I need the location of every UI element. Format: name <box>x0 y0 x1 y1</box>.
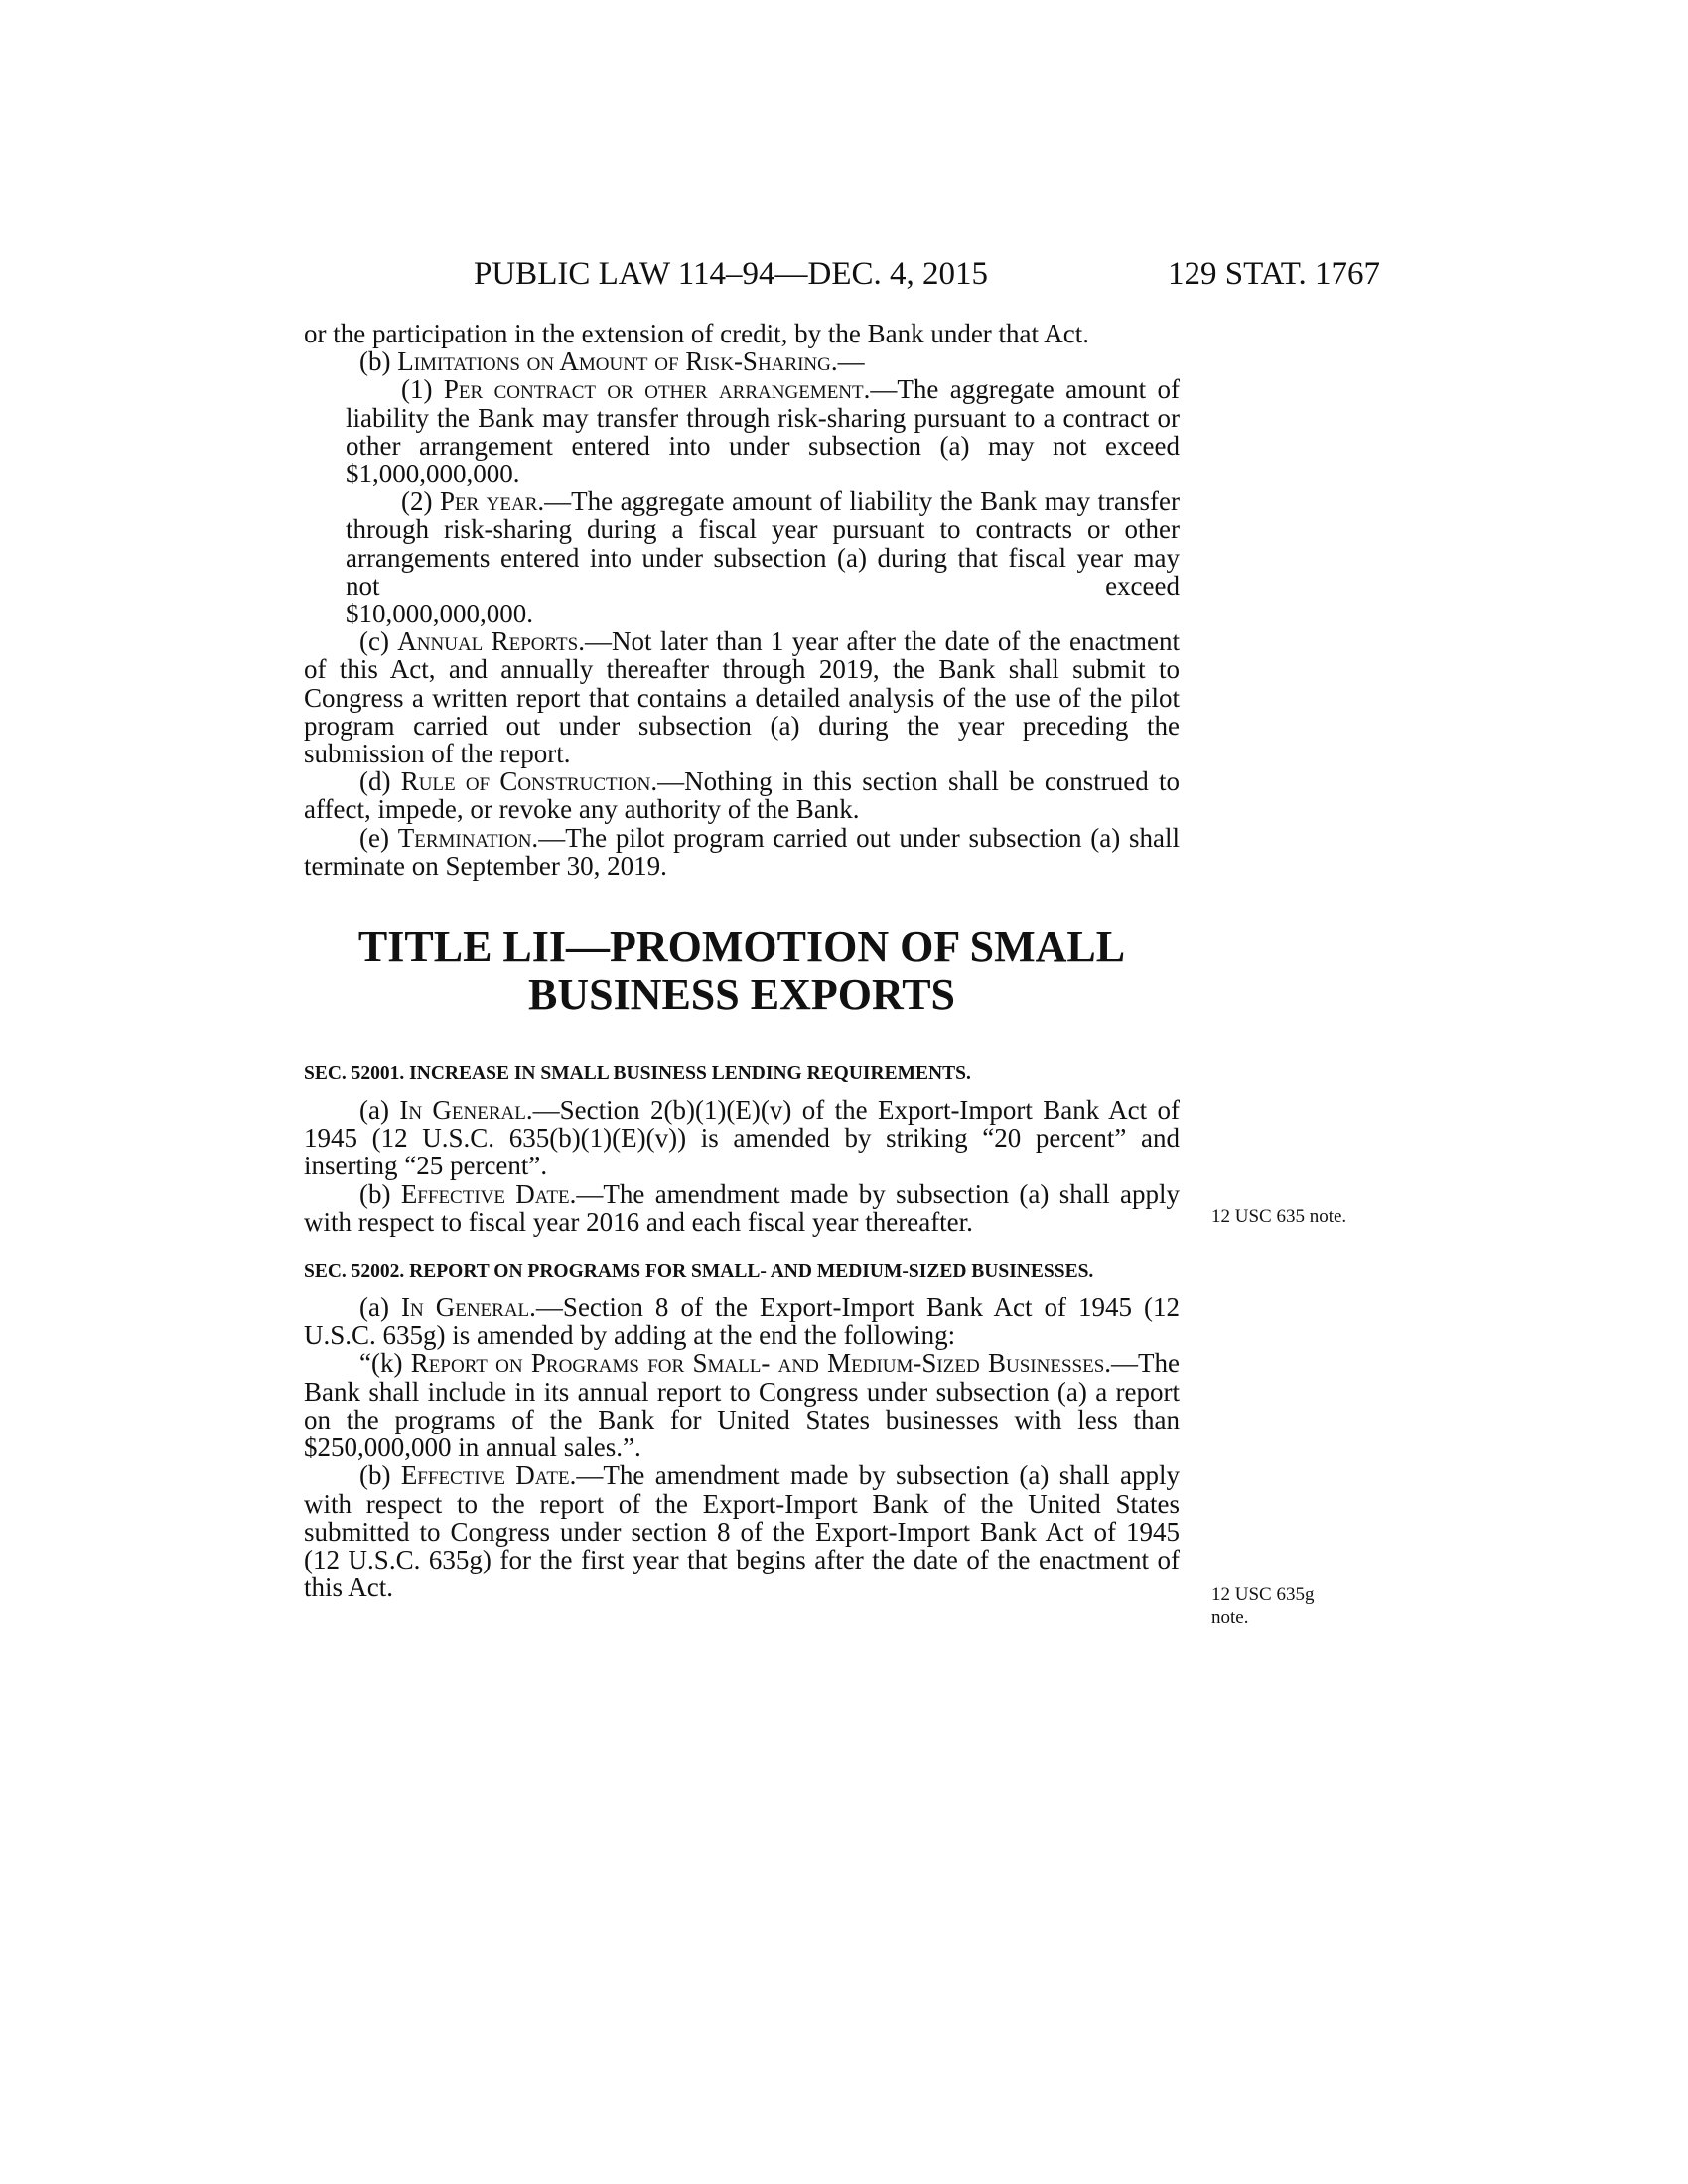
subsection-b-dash: — <box>837 346 865 377</box>
section-52001-a-label: (a) <box>359 1095 389 1126</box>
section-52002-inserted-k <box>304 1349 1180 1461</box>
subsection-e-heading: Termination. <box>397 822 539 853</box>
section-52001-subsection-a <box>304 1096 1180 1180</box>
running-head: PUBLIC LAW 114–94—DEC. 4, 2015 <box>474 256 989 292</box>
subsection-d-heading: Rule of Construction. <box>400 766 658 797</box>
subsection-c-heading: Annual Reports. <box>397 626 585 657</box>
section-52001-b-label: (b) <box>359 1178 391 1209</box>
margin-note-line-1: 12 USC 635g <box>1211 1584 1315 1605</box>
subsection-d-label: (d) <box>359 766 391 797</box>
section-52002-k-label: “(k) <box>359 1348 403 1379</box>
paragraph-b1-label: (1) <box>401 374 433 405</box>
section-52002-subsection-a <box>304 1294 1180 1349</box>
section-52002-a-heading: In General. <box>401 1293 536 1323</box>
section-52002-k-text: —The Bank shall include in its annual report to Congress under subsection (a) a report on the programs of the Bank for United States businesses with less than $250,000,000 in annual sales.”. <box>304 1348 1181 1463</box>
section-52002-b-heading: Effective Date. <box>400 1460 577 1491</box>
section-52001-a-heading: In General. <box>399 1095 533 1126</box>
title-heading <box>304 923 1180 1019</box>
statute-page-number: 129 STAT. 1767 <box>1167 256 1380 292</box>
title-line-2: BUSINESS EXPORTS <box>527 970 956 1020</box>
paragraph-b1-text: —The aggregate amount of liability the Bank may transfer through risk-sharing pursuant to a contract or other arrangement entered into under subsection (a) may not exceed $1,000,000,000. <box>346 374 1181 489</box>
subsection-b-heading: Limitations on Amount of Risk-Sharing. <box>397 346 838 377</box>
paragraph-b2 <box>304 487 1180 600</box>
page-header <box>303 256 1380 296</box>
subsection-c <box>304 627 1180 767</box>
subsection-d <box>304 767 1180 823</box>
paragraph-b2-text: —The aggregate amount of liability the Bank may transfer through risk-sharing during a fiscal year pursuant to contracts or other arrangements entered into under subsection (a) during that fiscal year may not exceed <box>346 486 1180 601</box>
paragraph-b1 <box>304 375 1180 487</box>
section-52001-heading: SEC. 52001. INCREASE IN SMALL BUSINESS LENDING REQUIREMENTS. <box>304 1063 971 1085</box>
section-52001-subsection-b <box>304 1180 1180 1236</box>
section-52002-b-label: (b) <box>359 1460 391 1491</box>
subsection-b <box>304 347 1180 375</box>
section-52002-a-text: —Section 8 of the Export-Import Bank Act of 1945 (12 U.S.C. 635g) is amended by adding at the end the following: <box>304 1293 1180 1351</box>
section-52001-a-text: —Section 2(b)(1)(E)(v) of the Export-Import Bank Act of 1945 (12 U.S.C. 635(b)(1)(E)(v)) is amended by striking “20 percent” and inserting “25 percent”. <box>304 1095 1180 1181</box>
subsection-c-text: —Not later than 1 year after the date of the enactment of this Act, and annually thereafter through 2019, the Bank shall submit to Congress a written report that contains a detailed analysis of the use of the pilot program carried out under subsection (a) during the year preceding the submission of the report. <box>304 626 1180 769</box>
subsection-e-label: (e) <box>359 822 389 853</box>
section-52002-b-text: —The amendment made by subsection (a) shall apply with respect to the report of the Export-Import Bank of the United States submitted to Congress under section 8 of the Export-Import Bank Act of 1945 (12 U.S.C. 635g) for the first year that begins after the date of the enactment of this Act. <box>304 1460 1180 1603</box>
section-52002-k-heading: Report on Programs for Small- and Medium-Sized Businesses. <box>410 1348 1112 1379</box>
subsection-e <box>304 824 1180 880</box>
subsection-b-label: (b) <box>359 346 391 377</box>
paragraph-b1-heading: Per contract or other arrangement. <box>443 374 871 405</box>
section-52001-b-heading: Effective Date. <box>400 1178 577 1209</box>
subsection-e-text: —The pilot program carried out under subsection (a) shall terminate on September 30, 2019. <box>304 822 1180 881</box>
paragraph-b2-heading: Per year. <box>439 486 545 517</box>
paragraph-b2-label: (2) <box>401 486 433 517</box>
continued-paragraph: or the participation in the extension of credit, by the Bank under that Act. <box>304 319 1090 348</box>
margin-note-12-usc-635g <box>1211 1583 1314 1629</box>
section-52002-heading: SEC. 52002. REPORT ON PROGRAMS FOR SMALL- AND MEDIUM-SIZED BUSINESSES. <box>304 1261 1094 1283</box>
body-column <box>304 320 1180 1601</box>
title-line-1: TITLE LII—PROMOTION OF SMALL <box>357 922 1126 972</box>
margin-note-line-2: note. <box>1211 1607 1249 1628</box>
section-52001-b-text: —The amendment made by subsection (a) shall apply with respect to fiscal year 2016 and each fiscal year thereafter. <box>304 1178 1180 1237</box>
margin-note-12-usc-635: 12 USC 635 note. <box>1211 1206 1347 1227</box>
subsection-d-text: —Nothing in this section shall be construed to affect, impede, or revoke any authority of the Bank. <box>304 766 1180 825</box>
section-52002-a-label: (a) <box>359 1293 389 1323</box>
subsection-c-label: (c) <box>359 626 389 657</box>
section-52002-subsection-b <box>304 1461 1180 1601</box>
paragraph-b2-amount: $10,000,000,000. <box>346 599 533 629</box>
